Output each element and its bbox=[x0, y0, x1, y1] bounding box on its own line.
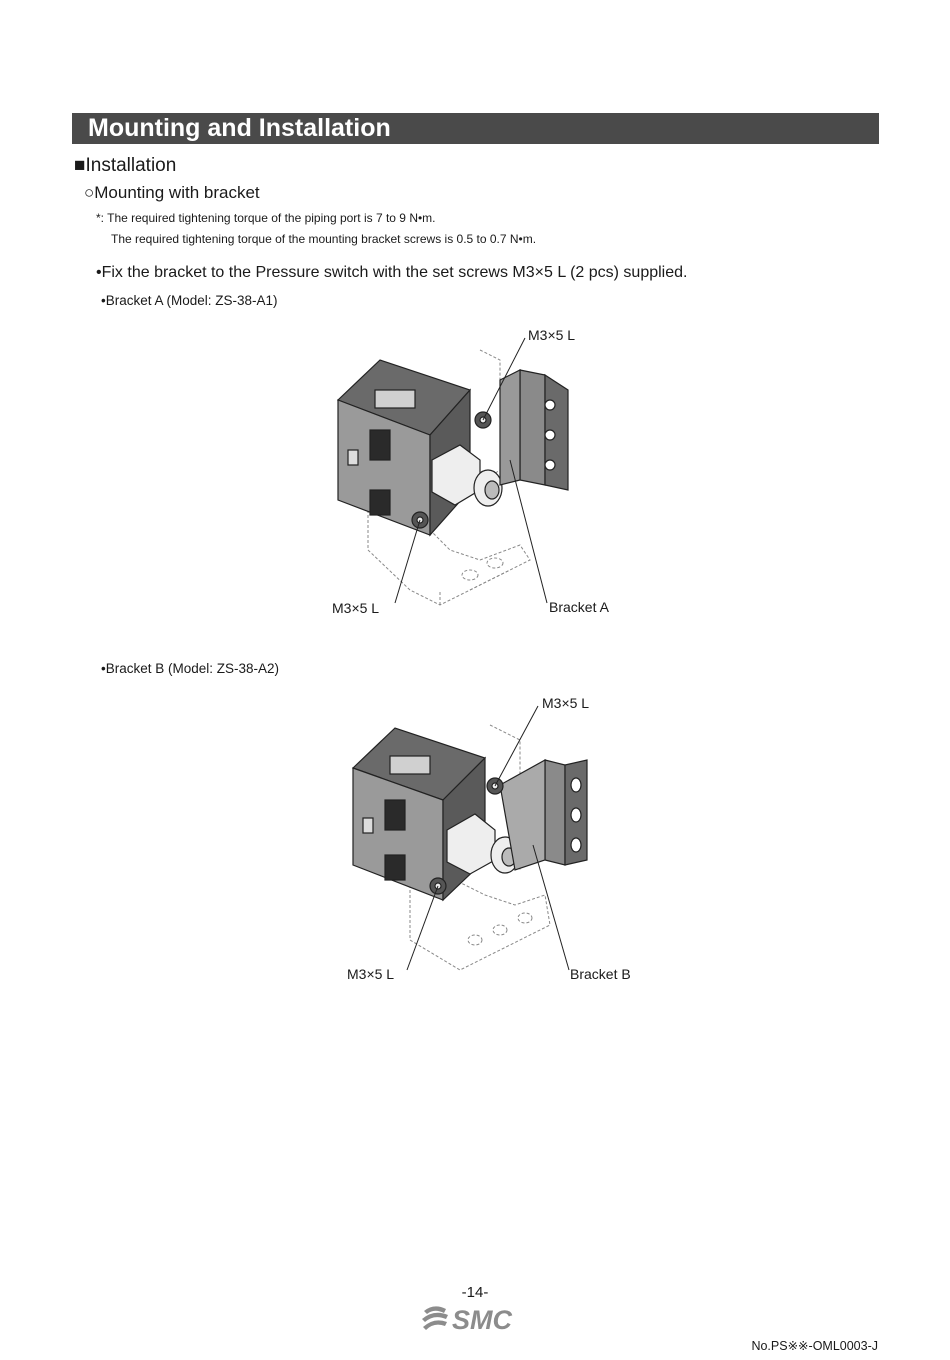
smc-logo-text: SMC bbox=[452, 1305, 512, 1335]
instruction-text: •Fix the bracket to the Pressure switch with the set screws M3×5 L (2 pcs) supplied. bbox=[96, 264, 688, 281]
page-title: Mounting and Installation bbox=[72, 113, 879, 144]
page-number: -14- bbox=[461, 1284, 489, 1301]
smc-logo-mark bbox=[420, 1301, 530, 1337]
torque-note bbox=[96, 208, 536, 250]
bracket-b-label: Bracket B bbox=[570, 966, 631, 982]
bracket-b-illustration bbox=[335, 690, 655, 990]
bracket-b-caption: •Bracket B (Model: ZS-38-A2) bbox=[101, 661, 280, 676]
section-heading: ■Installation bbox=[74, 155, 177, 176]
bracket-a-caption: •Bracket A (Model: ZS-38-A1) bbox=[101, 293, 278, 308]
bracket-b-screw-bottom-label: M3×5 L bbox=[347, 966, 395, 982]
smc-logo bbox=[420, 1301, 530, 1337]
bracket-a-screw-top-label: M3×5 L bbox=[528, 327, 576, 343]
torque-note-line-2: The required tightening torque of the mounting bracket screws is 0.5 to 0.7 N•m. bbox=[111, 232, 537, 246]
bracket-a-screw-bottom-label: M3×5 L bbox=[332, 600, 380, 616]
bracket-b-figure bbox=[335, 690, 655, 990]
bracket-a-label: Bracket A bbox=[549, 599, 609, 615]
bracket-a-figure bbox=[320, 320, 640, 620]
bracket-b-screw-top-label: M3×5 L bbox=[542, 695, 590, 711]
torque-note-line-1: *: The required tightening torque of the piping port is 7 to 9 N•m. bbox=[96, 211, 436, 225]
subsection-heading: ○Mounting with bracket bbox=[84, 183, 260, 202]
bracket-a-illustration bbox=[320, 320, 640, 620]
document-number: No.PS※※-OML0003-J bbox=[751, 1339, 878, 1353]
